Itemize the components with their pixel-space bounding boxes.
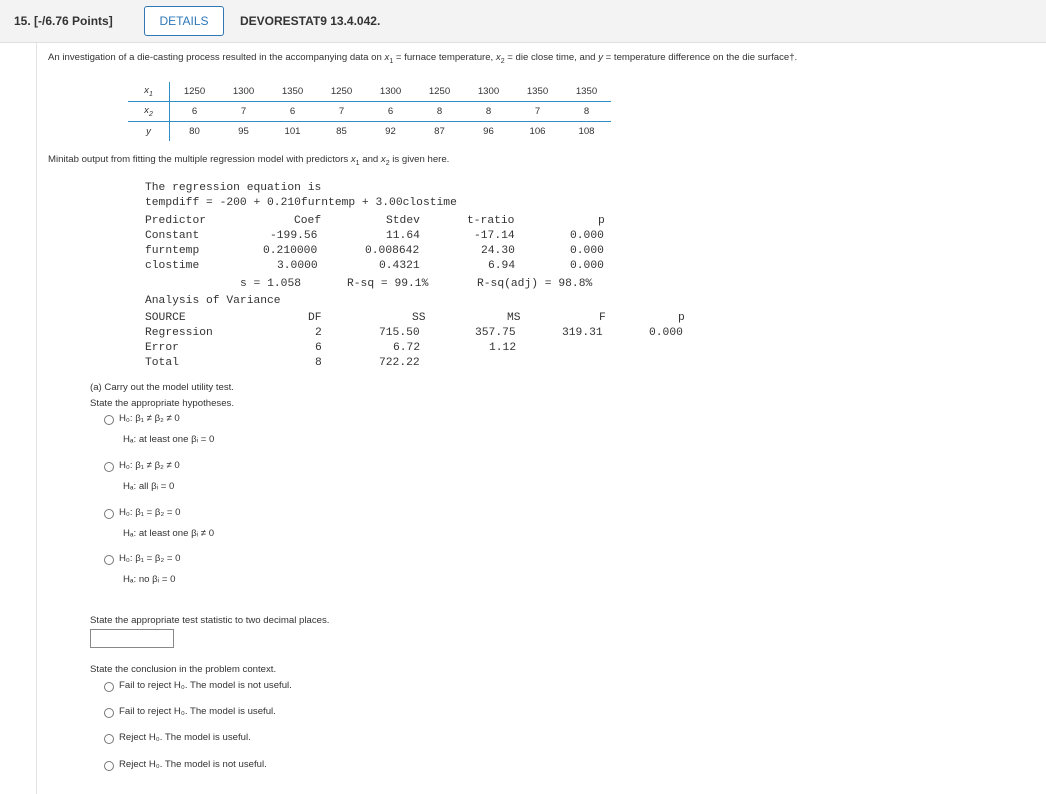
anova-header-f: F bbox=[599, 312, 606, 324]
table-cell: 1350 bbox=[562, 82, 611, 102]
anova-source: Regression bbox=[145, 327, 213, 339]
minitab-intro bbox=[48, 154, 449, 167]
coef-value: -199.56 bbox=[270, 230, 318, 242]
coef-stdev: 0.4321 bbox=[379, 260, 420, 272]
anova-source: Error bbox=[145, 342, 179, 354]
anova-ss: 722.22 bbox=[379, 357, 420, 369]
minitab-intro-end: is given here. bbox=[389, 154, 450, 165]
x2-symbol: x bbox=[380, 154, 386, 165]
conclusion-option-4-label: Reject H₀. The model is not useful. bbox=[119, 759, 267, 770]
question-header bbox=[0, 0, 1046, 43]
table-cell: 101 bbox=[284, 126, 301, 137]
coef-tratio: -17.14 bbox=[474, 230, 515, 242]
coef-header-tratio: t-ratio bbox=[467, 215, 515, 227]
table-row-x1 bbox=[128, 82, 611, 102]
table-cell: 1250 bbox=[317, 82, 366, 102]
table-row-y bbox=[128, 122, 611, 142]
anova-df: 2 bbox=[315, 327, 322, 339]
conclusion-option-3-radio[interactable] bbox=[104, 734, 114, 744]
coef-header-coef: Coef bbox=[294, 215, 322, 227]
table-cell: 106 bbox=[529, 126, 546, 137]
intro-text-2: = furnace temperature, bbox=[393, 52, 496, 63]
test-statistic-input[interactable] bbox=[90, 629, 174, 648]
hypothesis-option-2-ha: Hₐ: all βᵢ = 0 bbox=[123, 481, 175, 492]
coef-row-label: furntemp bbox=[145, 245, 200, 257]
x1-subscript: 1 bbox=[355, 159, 360, 167]
anova-f: 319.31 bbox=[562, 327, 603, 339]
intro-text-1: An investigation of a die-casting process resulted in the accompanying data on bbox=[48, 52, 385, 63]
table-cell: 85 bbox=[336, 126, 347, 137]
hypothesis-option-2-radio[interactable] bbox=[104, 462, 114, 472]
table-cell: 7 bbox=[219, 102, 268, 122]
details-button[interactable]: DETAILS bbox=[144, 6, 224, 36]
table-cell: 96 bbox=[483, 126, 494, 137]
anova-heading: Analysis of Variance bbox=[145, 295, 281, 307]
row-label-x1: $x_1$ bbox=[128, 82, 170, 102]
x2-subscript: 2 bbox=[500, 57, 505, 65]
hypothesis-option-2-h0: H₀: β₁ ≠ β₂ ≠ 0 bbox=[119, 460, 180, 471]
table-cell: 87 bbox=[434, 126, 445, 137]
anova-df: 8 bbox=[315, 357, 322, 369]
coef-header-stdev: Stdev bbox=[386, 215, 420, 227]
problem-intro bbox=[48, 52, 797, 65]
table-cell: 92 bbox=[385, 126, 396, 137]
table-cell: 1250 bbox=[415, 82, 464, 102]
coef-header-predictor: Predictor bbox=[145, 215, 207, 227]
anova-ms: 1.12 bbox=[489, 342, 517, 354]
question-code: DEVORESTAT9 13.4.042. bbox=[240, 14, 381, 28]
coef-value: 3.0000 bbox=[277, 260, 318, 272]
coef-stdev: 0.008642 bbox=[365, 245, 420, 257]
table-row-x2 bbox=[128, 102, 611, 122]
coef-p: 0.000 bbox=[570, 260, 604, 272]
table-cell: 8 bbox=[415, 102, 464, 122]
coef-value: 0.210000 bbox=[263, 245, 318, 257]
rsq-adj-value: R-sq(adj) = 98.8% bbox=[477, 278, 593, 290]
coef-tratio: 6.94 bbox=[488, 260, 516, 272]
hypothesis-option-1-ha: Hₐ: at least one βᵢ = 0 bbox=[123, 434, 215, 445]
minitab-intro-and: and bbox=[359, 154, 381, 165]
coef-row-label: clostime bbox=[145, 260, 200, 272]
anova-header-ss: SS bbox=[412, 312, 426, 324]
table-cell: 1350 bbox=[513, 82, 562, 102]
rsq-value: R-sq = 99.1% bbox=[347, 278, 429, 290]
hypothesis-option-3-radio[interactable] bbox=[104, 509, 114, 519]
test-statistic-prompt: State the appropriate test statistic to two decimal places. bbox=[90, 615, 330, 626]
coef-p: 0.000 bbox=[570, 230, 604, 242]
x2-subscript: 2 bbox=[385, 159, 390, 167]
x1-symbol: x bbox=[350, 154, 356, 165]
anova-header-p: p bbox=[678, 312, 685, 324]
table-cell: 1300 bbox=[219, 82, 268, 102]
anova-p: 0.000 bbox=[649, 327, 683, 339]
hypothesis-option-1-h0: H₀: β₁ ≠ β₂ ≠ 0 bbox=[119, 413, 180, 424]
x1-subscript: 1 bbox=[389, 57, 394, 65]
table-cell: 108 bbox=[578, 126, 595, 137]
conclusion-option-3-label: Reject H₀. The model is useful. bbox=[119, 732, 251, 743]
coef-stdev: 11.64 bbox=[386, 230, 420, 242]
table-cell: 8 bbox=[464, 102, 513, 122]
minitab-intro-text: Minitab output from fitting the multiple regression model with predictors bbox=[48, 154, 351, 165]
hypothesis-option-1-radio[interactable] bbox=[104, 415, 114, 425]
regression-equation: tempdiff = -200 + 0.210furntemp + 3.00clostime bbox=[145, 197, 457, 209]
anova-header-ms: MS bbox=[507, 312, 521, 324]
table-cell: 8 bbox=[562, 102, 611, 122]
table-cell: 80 bbox=[189, 126, 200, 137]
table-cell: 95 bbox=[238, 126, 249, 137]
anova-header-source: SOURCE bbox=[145, 312, 186, 324]
conclusion-option-2-radio[interactable] bbox=[104, 708, 114, 718]
table-cell: 6 bbox=[170, 102, 220, 122]
table-cell: 1250 bbox=[170, 82, 220, 102]
coef-row-label: Constant bbox=[145, 230, 200, 242]
table-cell: 1350 bbox=[268, 82, 317, 102]
coef-p: 0.000 bbox=[570, 245, 604, 257]
row-label-x2: $x_2$ bbox=[128, 102, 170, 122]
question-number: 15. [-/6.76 Points] bbox=[14, 14, 113, 28]
hypothesis-option-4-ha: Hₐ: no βᵢ = 0 bbox=[123, 574, 176, 585]
conclusion-option-1-radio[interactable] bbox=[104, 682, 114, 692]
x1-symbol: x bbox=[384, 52, 390, 63]
anova-ss: 6.72 bbox=[393, 342, 421, 354]
anova-ss: 715.50 bbox=[379, 327, 420, 339]
hypothesis-option-3-h0: H₀: β₁ = β₂ = 0 bbox=[119, 507, 181, 518]
table-cell: 6 bbox=[268, 102, 317, 122]
conclusion-prompt: State the conclusion in the problem context. bbox=[90, 664, 277, 675]
conclusion-option-2-label: Fail to reject H₀. The model is useful. bbox=[119, 706, 276, 717]
coef-header-p: p bbox=[598, 215, 605, 227]
conclusion-option-4-radio[interactable] bbox=[104, 761, 114, 771]
intro-text-4: = temperature difference on the die surface†. bbox=[602, 52, 798, 63]
coef-tratio: 24.30 bbox=[481, 245, 515, 257]
table-cell: 7 bbox=[513, 102, 562, 122]
s-value: s = 1.058 bbox=[240, 278, 302, 290]
content-divider bbox=[36, 43, 37, 794]
hypotheses-prompt: State the appropriate hypotheses. bbox=[90, 398, 235, 409]
table-cell: 1300 bbox=[366, 82, 415, 102]
hypothesis-option-3-ha: Hₐ: at least one βᵢ ≠ 0 bbox=[123, 528, 215, 539]
y-symbol: y bbox=[598, 52, 603, 63]
hypothesis-option-4-h0: H₀: β₁ = β₂ = 0 bbox=[119, 553, 181, 564]
anova-source: Total bbox=[145, 357, 179, 369]
hypothesis-option-4-radio[interactable] bbox=[104, 555, 114, 565]
table-cell: 7 bbox=[317, 102, 366, 122]
anova-df: 6 bbox=[315, 342, 322, 354]
anova-ms: 357.75 bbox=[475, 327, 516, 339]
intro-text-3: = die close time, and bbox=[504, 52, 599, 63]
table-cell: 1300 bbox=[464, 82, 513, 102]
x2-symbol: x bbox=[495, 52, 501, 63]
part-a-label: (a) Carry out the model utility test. bbox=[90, 382, 234, 393]
row-label-y: y bbox=[128, 122, 170, 142]
table-cell: 6 bbox=[366, 102, 415, 122]
anova-header-df: DF bbox=[308, 312, 322, 324]
conclusion-option-1-label: Fail to reject H₀. The model is not useful. bbox=[119, 680, 292, 691]
data-table bbox=[128, 82, 611, 141]
regression-heading: The regression equation is bbox=[145, 182, 322, 194]
